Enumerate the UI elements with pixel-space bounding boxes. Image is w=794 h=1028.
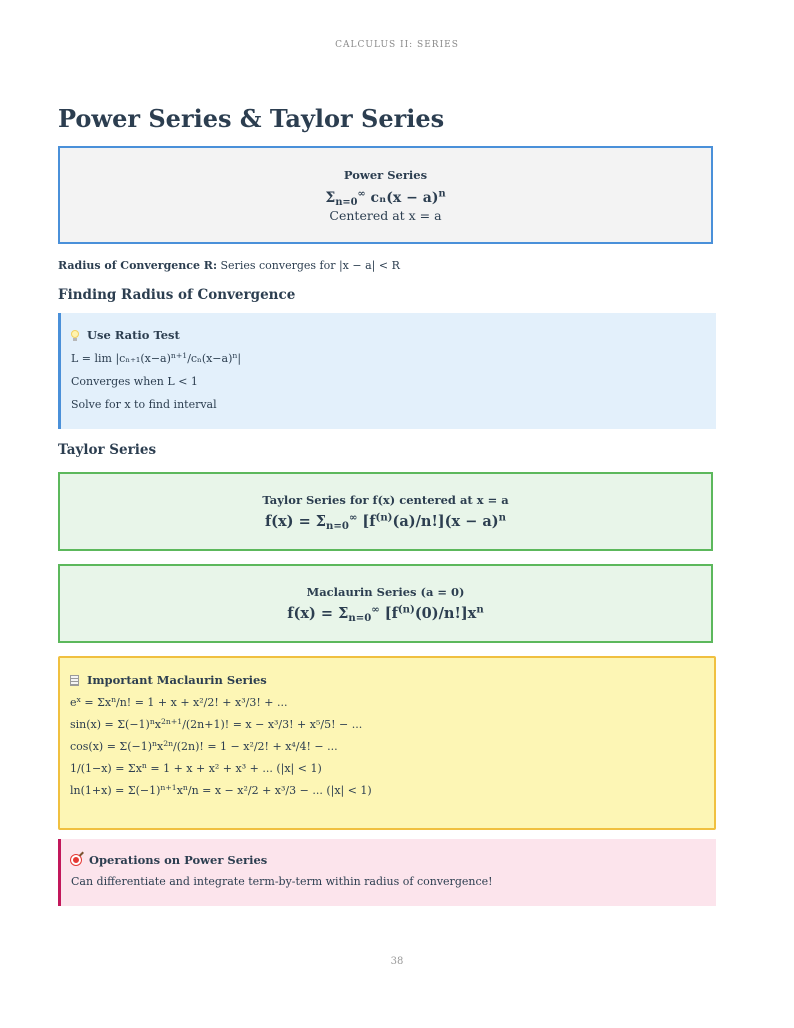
- maclaurin-series-formula: $f(x) = \Sigma_{n=0}^\infty$ $[f^{(n)}(0)/n!]x^n$: [287, 603, 484, 625]
- definition-text: Series converges for |x − a| < R: [217, 259, 400, 272]
- ratio-test-callout: [58, 313, 716, 429]
- taylor-series-formula: $f(x) = \Sigma_{n=0}^\infty$ $[f^{(n)}(a)/n!](x - a)^n$: [264, 511, 507, 533]
- maclaurin-series-box: [58, 564, 713, 643]
- operations-callout: [58, 839, 716, 906]
- running-header: CALCULUS II: SERIES: [335, 40, 459, 50]
- power-series-center-note: Centered at x = a: [329, 208, 442, 223]
- taylor-series-title: Taylor Series for f(x) centered at x = a: [262, 493, 509, 507]
- page-number: 38: [390, 956, 404, 967]
- series-sin: $\sin(x) = \Sigma(-1)^nx^{2n+1}/(2n+1)$! = x − x³/3! + x⁵/5! − ...: [70, 716, 363, 731]
- target-icon: [71, 855, 81, 865]
- maclaurin-series-title: Maclaurin Series (a = 0): [306, 585, 465, 599]
- lightbulb-icon: [71, 330, 79, 341]
- memo-icon: [70, 675, 79, 686]
- page-title: Power Series & Taylor Series: [58, 104, 445, 133]
- operations-text: Can differentiate and integrate term-by-term within radius of convergence!: [71, 875, 493, 888]
- power-series-formula: $\Sigma_{n=0}^\infty$ $c_n(x - a)^n$: [325, 188, 446, 208]
- section-heading-radius: Finding Radius of Convergence: [58, 287, 296, 303]
- series-cos: $\cos(x) = \Sigma(-1)^nx^{2n}/(2n)$! = 1 − x²/2! + x⁴/4! − ...: [70, 738, 338, 753]
- series-exp: $e^x = \Sigma x^n/n$! = 1 + x + x²/2! + x³/3! + ...: [70, 694, 288, 709]
- ratio-test-instruction: Solve for x to find interval: [71, 398, 217, 411]
- series-geometric: $1/(1-x) = \Sigma x^n = 1 + x + x^2 + x^3$ + ... (|x| < 1): [70, 760, 322, 775]
- power-series-box: [58, 146, 713, 244]
- radius-definition: [58, 259, 400, 272]
- section-heading-taylor: Taylor Series: [58, 442, 157, 458]
- callout-title: Use Ratio Test: [87, 328, 180, 342]
- ratio-test-condition: Converges when L < 1: [71, 375, 198, 388]
- callout-title: Operations on Power Series: [89, 853, 268, 867]
- taylor-series-box: [58, 472, 713, 551]
- callout-title: Important Maclaurin Series: [87, 673, 267, 687]
- power-series-title: Power Series: [343, 168, 428, 182]
- definition-term: Radius of Convergence R:: [58, 259, 218, 272]
- ratio-test-formula: $L = \lim |c_{n+1}(x-a)^{n+1}/c_n(x-a)^n|$: [71, 350, 242, 365]
- important-maclaurin-callout: [58, 656, 716, 830]
- series-ln: $\ln(1+x) = \Sigma(-1)^{n+1}x^n/n = x - x^2/2 + x^3/3$ − ... (|x| < 1): [70, 782, 372, 797]
